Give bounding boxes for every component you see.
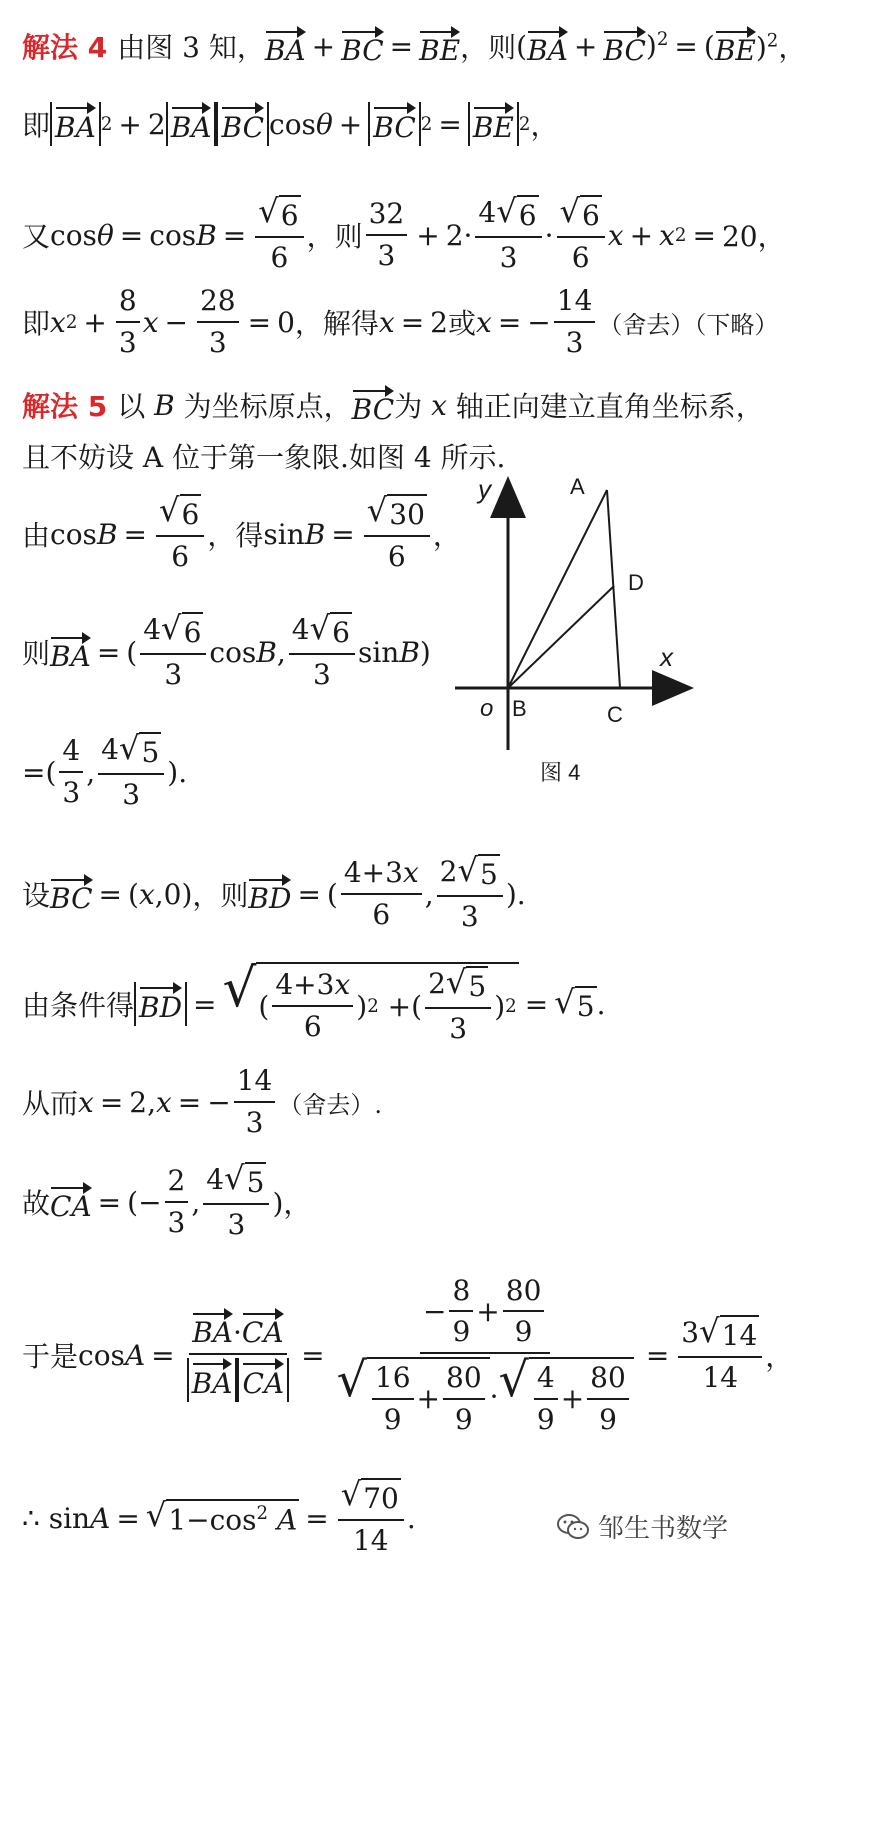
m5-text: （舍去）. xyxy=(278,1090,383,1119)
m5-text: 为 xyxy=(394,390,423,423)
method5-header: 解法 5 xyxy=(22,390,108,423)
m5-text: 为坐标原点， xyxy=(183,390,352,423)
m4-line-2: 即 BA 2 + 2 BA BC cosθ + BC 2 = BE 2 ， xyxy=(22,92,558,156)
m5-line-2 xyxy=(22,436,505,476)
label-y: y xyxy=(478,474,491,504)
m5-text: ，得 xyxy=(207,519,264,552)
m5-text: ∴ xyxy=(22,1501,40,1535)
m5-text: 从而 xyxy=(22,1087,79,1120)
m5-text: 于是 xyxy=(22,1340,79,1373)
m5-text: 设 xyxy=(22,879,51,912)
watermark xyxy=(556,1508,728,1545)
m4-text: ，则 xyxy=(460,31,517,64)
m5-line-1: 解法 5 以 B 为坐标原点， BC 为 x 轴正向建立直角坐标系， xyxy=(22,378,764,432)
figure-caption: 图 4 xyxy=(540,760,581,785)
m5-line-11: ∴ sinA = √ $1-\cos^2$ A = √ 70 14 . xyxy=(22,1475,416,1557)
wechat-icon xyxy=(556,1513,590,1541)
m4-text: 即 xyxy=(22,307,51,340)
m4-text: 又 xyxy=(22,220,51,253)
m5-line-8: 从而 x = 2, x = − $\frac{14}{3}$ （舍去）. xyxy=(22,1064,383,1139)
method4-header: 解法 4 xyxy=(22,31,108,64)
label-o: o xyxy=(480,695,494,722)
label-x: x xyxy=(660,642,673,672)
m5-text: 以 xyxy=(117,390,146,423)
m5-line-4: 则 BA = ( 4 √ 6 3 cosB, 4 √ 6 3 sinB) xyxy=(22,609,431,691)
m5-line-3: 由 cosB = √ 6 6 ，得 sinB = √ 30 6 ， xyxy=(22,491,461,573)
label-c: C xyxy=(607,702,623,727)
m4-text: ，则 xyxy=(306,220,363,253)
segment-ac xyxy=(607,490,620,688)
m5-text: 故 xyxy=(22,1187,51,1220)
m5-text: 且不妨设 A 位于第一象限.如图 4 所示. xyxy=(22,441,506,474)
m5-line-9: 故 CA = (− $\frac{2}{3}$ , 4 √ 5 3 )， xyxy=(22,1159,312,1241)
figure-4 xyxy=(440,460,740,800)
m4-line-1: 解法 4 由图 3 知， BA + BC = BE ，则 ( BA + BC )$^2$ = ( BE )$^2$， xyxy=(22,18,806,74)
m5-text: 由 xyxy=(22,519,51,552)
m5-text: ，则 xyxy=(192,879,249,912)
m4-text: （舍去）（下略） xyxy=(598,310,779,339)
m4-text: ，解得 xyxy=(294,307,379,340)
watermark-text: 邹生书数学 xyxy=(598,1514,729,1544)
m4-text: 即 xyxy=(22,109,51,142)
label-b: B xyxy=(512,696,527,721)
m5-text: 由条件得 xyxy=(22,989,135,1022)
m5-line-10: 于是 cosA = $\frac{BA\cdot CA}{\text{BA CA}}$ = − $\frac{8}{9}$ + $\frac{80}{9}$ √ $\frac{16}{9}$ + $\frac{80}{9}$ · √ $\frac{4}{9}$ + $\frac{80}{9}$ = 3 √ 14 14 ， xyxy=(22,1273,794,1436)
segment-bd xyxy=(508,586,614,688)
m5-line-7: 由条件得 BD = √ ( $\frac{4+3x}{6}$ ) 2 +( 2 √ 5 3 ) 2 = √ 5 . xyxy=(22,957,606,1045)
segment-ba xyxy=(508,490,607,688)
m4-text: 或 xyxy=(448,307,477,340)
m4-line-3: 又 cosθ = cosB = √ 6 6 ，则 $\frac{32}{3}$ + 2· 4 √ 6 3 · √ 6 6 x + x 2 = 20， xyxy=(22,192,786,274)
m5-text: 则 xyxy=(22,637,51,670)
m5-line-6: 设 BC = (x,0) ，则 BD = ( $\frac{4+3x}{6}$ , 2 √ 5 3 ). xyxy=(22,851,526,933)
label-a: A xyxy=(570,474,585,499)
m5-text: 轴正向建立直角坐标系， xyxy=(455,390,764,423)
m4-text: 由图 3 知， xyxy=(117,31,265,64)
label-d: D xyxy=(628,570,644,595)
m4-line-4: 即 x 2 + $\frac{8}{3}$ x − $\frac{28}{3}$ = 0 ，解得 x = 2 或 x = − $\frac{14}{3}$ （舍去）（下略） xyxy=(22,284,779,359)
m5-line-5: =( $\frac{4}{3}$ , 4 √ 5 3 ). xyxy=(22,729,188,811)
